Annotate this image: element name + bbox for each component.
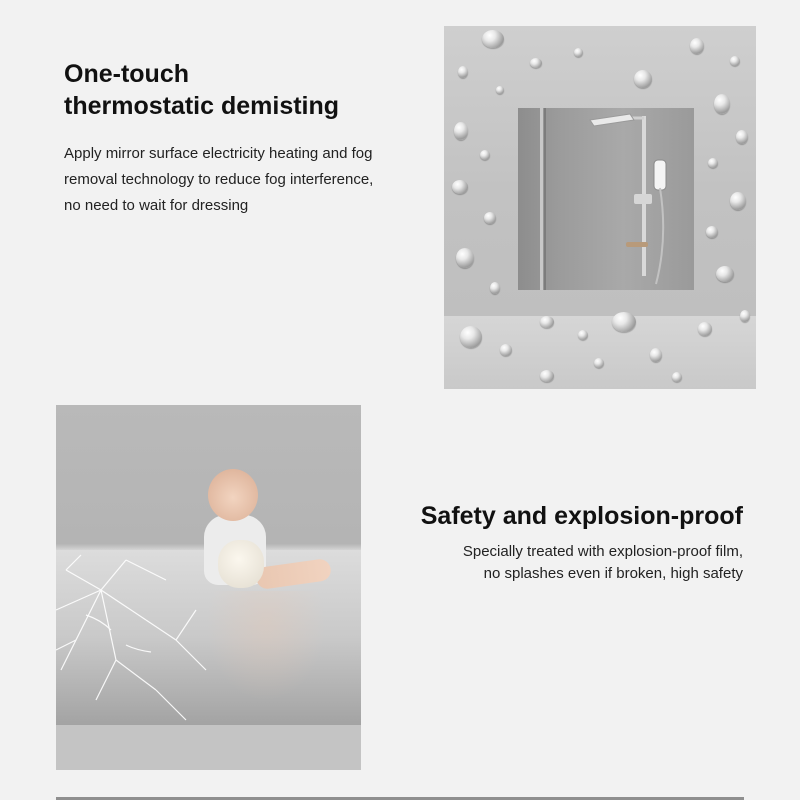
water-drop [460,326,482,348]
water-drop [578,330,588,340]
baby-face [208,469,258,521]
water-drop [482,30,504,48]
water-drop [650,348,662,362]
safety-description-line2: no splashes even if broken, high safety [483,565,743,582]
water-drop [500,344,512,356]
water-drop [480,150,490,160]
water-drop [496,86,504,94]
demisting-description-line1: Apply mirror surface electricity heating and fog [64,145,373,162]
water-drop [490,282,500,294]
demisting-heading-line1: One-touch [64,60,189,88]
water-drop [540,370,554,382]
demisting-heading [64,58,424,122]
water-drop [612,312,636,332]
baby-on-broken-glass-image [56,405,361,770]
water-drop [730,56,740,66]
water-drop [672,372,682,382]
water-drop [740,310,750,322]
water-drop [594,358,604,368]
baby-reflection [206,591,326,701]
demisting-description [64,141,444,219]
water-drop [736,130,748,144]
water-drop [454,122,468,140]
teddy-bear [218,540,264,588]
water-drop [458,66,468,78]
demisting-description-line2: removal technology to reduce fog interference, [64,171,374,188]
floor-base [56,725,361,770]
safety-heading: Safety and explosion-proof [420,502,743,530]
water-drop [716,266,734,282]
shower-fixture-icon [518,108,694,290]
water-drop [698,322,712,336]
demisting-description-line3: no need to wait for dressing [64,197,249,214]
water-drop [574,48,583,57]
water-drop [730,192,746,210]
water-drop [634,70,652,88]
water-drop [456,248,474,268]
water-drop [530,58,542,68]
water-drop [706,226,718,238]
safety-description-line1: Specially treated with explosion-proof film, [462,543,743,560]
water-drop [708,158,718,168]
demisting-heading-line2: thermostatic demisting [64,92,340,120]
water-drop [714,94,730,114]
water-drop [540,316,554,328]
water-drop [484,212,496,224]
safety-description [370,541,743,585]
water-drop [690,38,704,54]
clear-mirror-area [518,108,694,290]
water-drop [452,180,468,194]
foggy-mirror-shower-image [444,26,756,389]
